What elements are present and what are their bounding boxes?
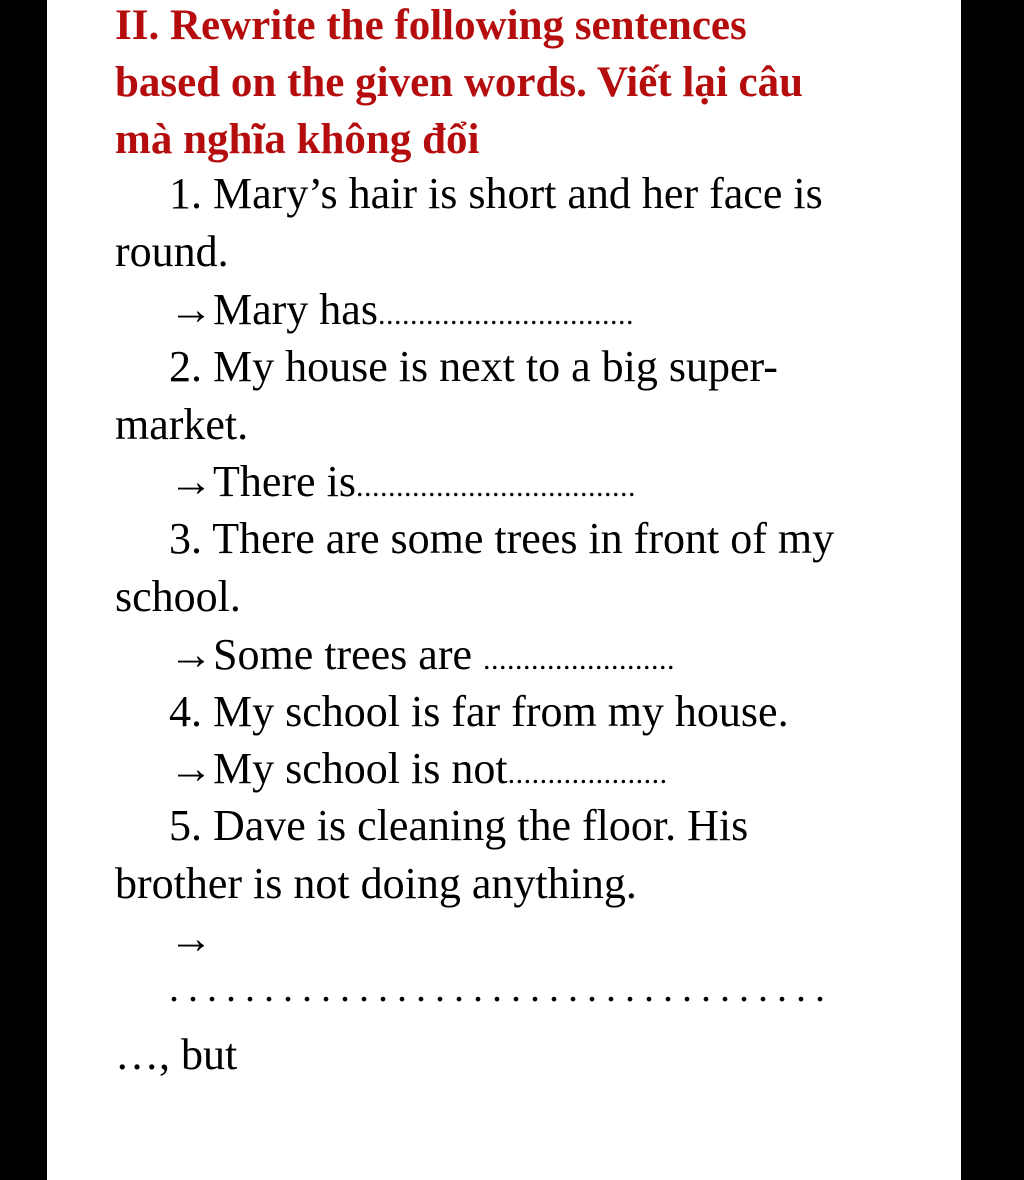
section-heading-line-3: mà nghĩa không đổi bbox=[115, 116, 480, 163]
answer-3 bbox=[169, 630, 675, 679]
question-4-line-1: 4. My school is far from my house. bbox=[169, 687, 789, 736]
answer-4 bbox=[169, 744, 668, 793]
question-5-line-2: brother is not doing anything. bbox=[115, 859, 637, 908]
answer-1-blank: ................................ bbox=[377, 298, 634, 331]
question-3-line-2: school. bbox=[115, 572, 241, 621]
worksheet-page bbox=[47, 0, 961, 1180]
question-5-line-1: 5. Dave is cleaning the floor. His bbox=[169, 801, 749, 850]
question-1-line-1: 1. Mary’s hair is short and her face is bbox=[169, 169, 823, 218]
question-3-line-1: 3. There are some trees in front of my bbox=[169, 514, 835, 563]
answer-3-prefix: →Some trees are bbox=[169, 630, 483, 679]
answer-3-blank: ........................ bbox=[483, 643, 675, 676]
answer-5-tail: …, but bbox=[115, 1030, 238, 1079]
question-1-line-2: round. bbox=[115, 227, 229, 276]
answer-1 bbox=[169, 285, 634, 334]
answer-2 bbox=[169, 457, 636, 506]
answer-2-blank: ................................... bbox=[355, 470, 636, 503]
answer-5-blank: ................................... bbox=[169, 965, 834, 1010]
answer-4-blank: .................... bbox=[507, 757, 668, 790]
answer-5-arrow: → bbox=[169, 914, 213, 963]
question-2-line-1: 2. My house is next to a big super- bbox=[169, 342, 778, 391]
question-2-line-2: market. bbox=[115, 400, 249, 449]
section-heading-line-2: based on the given words. Viết lại câu bbox=[115, 59, 804, 106]
answer-2-prefix: →There is bbox=[169, 457, 356, 506]
answer-1-prefix: →Mary has bbox=[169, 285, 378, 334]
answer-4-prefix: →My school is not bbox=[169, 744, 508, 793]
section-heading-line-1: II. Rewrite the following sentences bbox=[115, 2, 747, 49]
